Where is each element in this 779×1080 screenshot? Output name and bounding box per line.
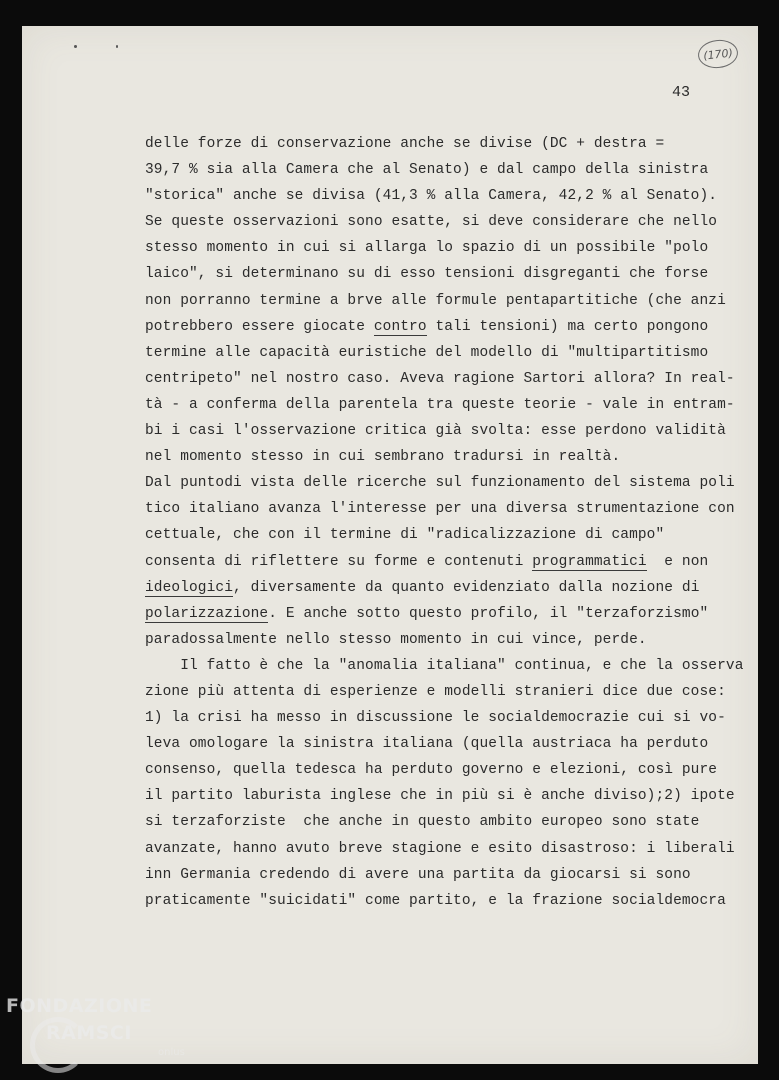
text-line: centripeto" nel nostro caso. Aveva ragione Sartori allora? In real- [145, 370, 735, 387]
text-line: zione più attenta di esperienze e modelli stranieri dice due cose: [145, 683, 726, 700]
page-number: 43 [672, 84, 691, 101]
text-line: non porranno termine a brve alle formule pentapartitiche (che anzi [145, 292, 726, 309]
text-line: consenso, quella tedesca ha perduto governo e elezioni, così pure [145, 762, 718, 779]
text-line: Dal puntodi vista delle ricerche sul funzionamento del sistema poli [145, 475, 735, 492]
text-line: praticamente "suicidati" come partito, e la frazione socialdemocra [145, 892, 726, 909]
text-line: delle forze di conservazione anche se divise (DC + destra = [145, 136, 665, 152]
text-line: "storica" anche se divisa (41,3 % alla Camera, 42,2 % al Senato). [145, 188, 718, 205]
text-line: avanzate, hanno avuto breve stagione e esito disastroso: i liberali [145, 840, 735, 857]
text-line: ideologici, diversamente da quanto evidenziato dalla nozione di [145, 579, 700, 596]
text-line: 39,7 % sia alla Camera che al Senato) e dal campo della sinistra [145, 162, 709, 179]
underlined-word: polarizzazione [145, 605, 269, 622]
text-line: paradossalmente nello stesso momento in cui vince, perde. [145, 631, 647, 648]
text-line: tà - a conferma della parentela tra queste teorie - vale in entram- [145, 396, 735, 413]
margin-mark [74, 45, 77, 48]
text-line: termine alle capacità euristiche del modello di "multipartitismo [145, 344, 709, 361]
document-page [22, 26, 758, 1064]
text-line: laico", si determinano su di esso tensioni disgreganti che forse [145, 266, 709, 283]
text-line: Se queste osservazioni sono esatte, si deve considerare che nello [145, 214, 718, 231]
underlined-word: programmatici [532, 553, 647, 570]
text-line: Il fatto è che la "anomalia italiana" continua, e che la osserva [145, 657, 744, 674]
text-line: il partito laburista inglese che in più si è anche diviso);2) ipote [145, 788, 735, 805]
text-line: si terzaforziste che anche in questo ambito europeo sono state [145, 814, 700, 831]
text-line: cettuale, che con il termine di "radicalizzazione di campo" [145, 527, 665, 544]
text-line: nel momento stesso in cui sembrano tradursi in realtà. [145, 449, 621, 466]
text-line: leva omologare la sinistra italiana (quella austriaca ha perduto [145, 736, 709, 753]
margin-mark [116, 45, 118, 48]
text-line: 1) la crisi ha messo in discussione le socialdemocrazie cui si vo- [145, 710, 726, 727]
typewritten-text [145, 131, 757, 914]
text-line: bi i casi l'osservazione critica già svolta: esse perdono validità [145, 423, 726, 440]
text-line: potrebbero essere giocate contro tali tensioni) ma certo pongono [145, 318, 709, 335]
text-line: stesso momento in cui si allarga lo spazio di un possibile "polo [145, 240, 709, 257]
watermark-suffix: onlus [158, 1047, 185, 1058]
text-line: tico italiano avanza l'interesse per una diversa strumentazione con [145, 501, 735, 518]
watermark-line-1: FONDAZIONE [6, 995, 153, 1017]
fondazione-gramsci-watermark [6, 995, 196, 1075]
underlined-word: contro [373, 318, 427, 335]
archive-number-stamp: (170) [697, 38, 740, 70]
text-line: polarizzazione. E anche sotto questo profilo, il "terzaforzismo" [145, 605, 709, 622]
text-line: consenta di riflettere su forme e contenuti programmatici e non [145, 553, 709, 570]
watermark-line-2: RAMSCI [46, 1022, 132, 1044]
underlined-word: ideologici [145, 579, 234, 596]
text-line: inn Germania credendo di avere una partita da giocarsi si sono [145, 866, 691, 883]
